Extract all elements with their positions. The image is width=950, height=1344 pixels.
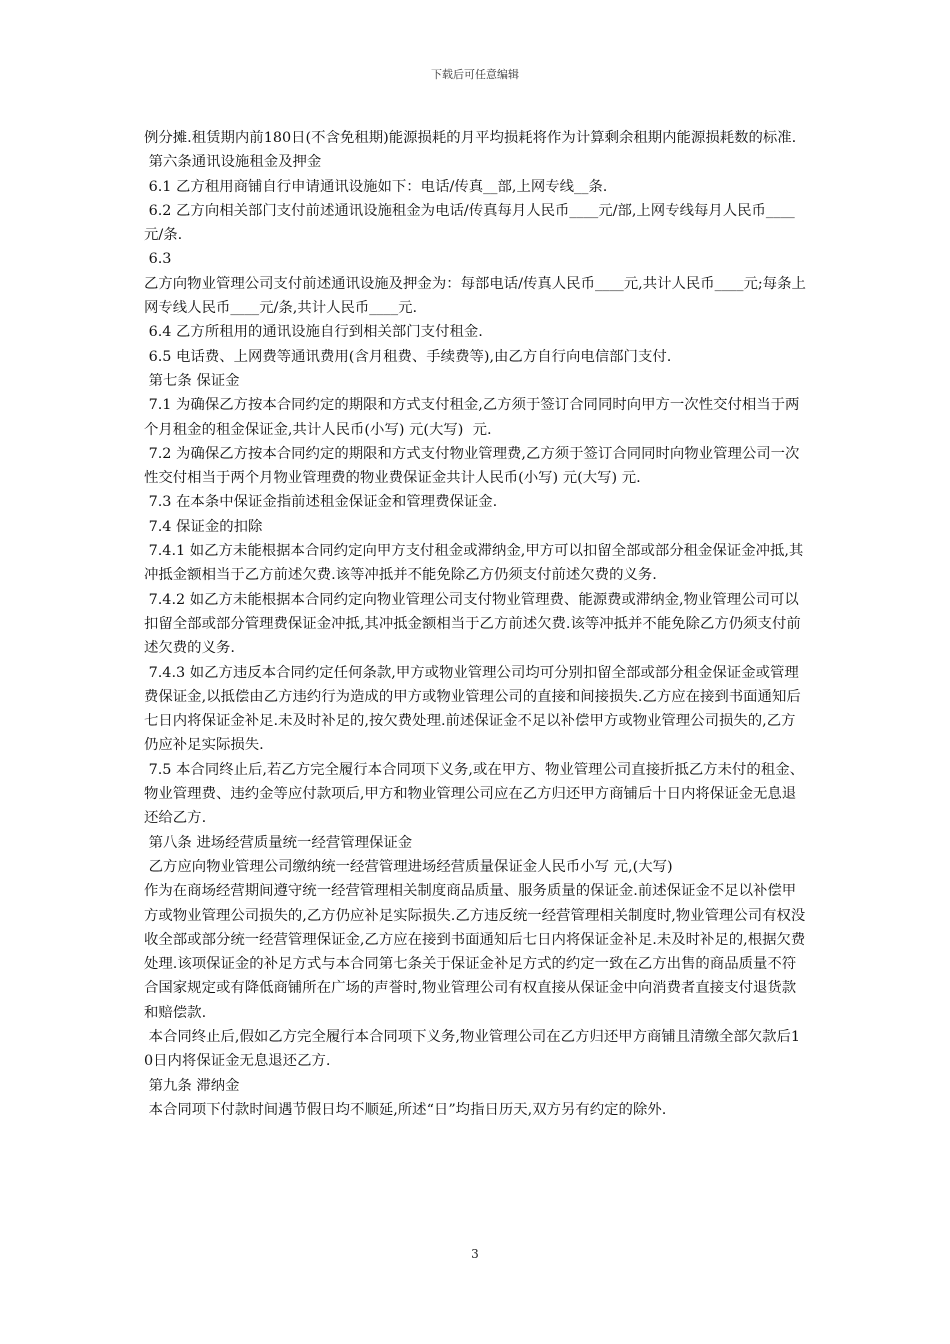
paragraph: 7.4.1 如乙方未能根据本合同约定向甲方支付租金或滞纳金,甲方可以扣留全部或部分租金保证金冲抵,其冲抵金额相当于乙方前述欠费.该等冲抵并不能免除乙方仍须支付前述欠费的义务. xyxy=(144,543,804,584)
section-heading: 第九条 滞纳金 xyxy=(144,1077,240,1094)
paragraph: 7.4.2 如乙方未能根据本合同约定向物业管理公司支付物业管理费、能源费或滞纳金,物业管理公司可以扣留全部或部分管理费保证金冲抵,其冲抵金额相当于乙方前述欠费.该等冲抵并不能免除乙方仍须支付前述欠费的义务. xyxy=(144,591,801,657)
paragraph: 7.1 为确保乙方按本合同约定的期限和方式支付租金,乙方须于签订合同同时向甲方一次性交付相当于两个月租金的租金保证金,共计人民币(小写) 元(大写) 元. xyxy=(144,397,800,438)
paragraph: 6.1 乙方租用商铺自行申请通讯设施如下：电话/传真__部,上网专线__条. xyxy=(144,178,608,195)
page-header-note: 下载后可任意编辑 xyxy=(431,68,519,81)
section-heading: 第六条通讯设施租金及押金 xyxy=(144,154,322,171)
paragraph: 乙方应向物业管理公司缴纳统一经营管理进场经营质量保证金人民币小写 元,(大写) xyxy=(144,858,673,875)
paragraph: 本合同终止后,假如乙方完全履行本合同项下义务,物业管理公司在乙方归还甲方商铺且清缴全部欠款后10日内将保证金无息退还乙方. xyxy=(144,1028,801,1070)
paragraph: 7.4.3 如乙方违反本合同约定任何条款,甲方或物业管理公司均可分别扣留全部或部分租金保证金或管理费保证金,以抵偿由乙方违约行为造成的甲方或物业管理公司的直接和间接损失.乙方应在接到书面通知后七日内将保证金补足.未及时补足的,按欠费处理.前述保证金不足以补偿甲方或物业管理公司损失的,乙方仍应补足实际损失. xyxy=(144,664,801,754)
paragraph: 6.3 xyxy=(144,251,172,268)
paragraph: 7.5 本合同终止后,若乙方完全履行本合同项下义务,或在甲方、物业管理公司直接折抵乙方未付的租金、物业管理费、违约金等应付款项后,甲方和物业管理公司应在乙方归还甲方商铺后十日内将保证金无息退还给乙方. xyxy=(144,761,804,827)
paragraph: 6.5 电话费、上网费等通讯费用(含月租费、手续费等),由乙方自行向电信部门支付. xyxy=(144,348,672,365)
paragraph: 本合同项下付款时间遇节假日均不顺延,所述“日”均指日历天,双方另有约定的除外. xyxy=(144,1101,667,1118)
paragraph: 乙方向物业管理公司支付前述通讯设施及押金为：每部电话/传真人民币____元,共计人民币____元;每条上网专线人民币____元/条,共计人民币____元. xyxy=(144,275,806,317)
section-heading: 第七条 保证金 xyxy=(144,372,240,389)
paragraph: 例分摊.租赁期内前180日(不含免租期)能源损耗的月平均损耗将作为计算剩余租期内能源损耗数的标准. xyxy=(144,130,797,146)
paragraph: 作为在商场经营期间遵守统一经营管理相关制度商品质量、服务质量的保证金.前述保证金不足以补偿甲方或物业管理公司损失的,乙方仍应补足实际损失.乙方违反统一经营管理相关制度时,物业管理公司有权没收全部或部分统一经营管理保证金,乙方应在接到书面通知后七日内将保证金补足.未及时补足的,根据欠费处理.该项保证金的补足方式与本合同第七条关于保证金补足方式的约定一致在乙方出售的商品质量不符合国家规定或有降低商铺所在广场的声誉时,物业管理公司有权直接从保证金中向消费者直接支付退货款和赔偿款. xyxy=(144,883,806,1021)
paragraph: 6.2 乙方向相关部门支付前述通讯设施租金为电话/传真每月人民币____元/部,上网专线每月人民币____元/条. xyxy=(144,202,795,244)
section-heading: 第八条 进场经营质量统一经营管理保证金 xyxy=(144,834,413,851)
paragraph: 7.3 在本条中保证金指前述租金保证金和管理费保证金. xyxy=(144,494,498,511)
paragraph: 7.4 保证金的扣除 xyxy=(144,518,263,535)
paragraph: 6.4 乙方所租用的通讯设施自行到相关部门支付租金. xyxy=(144,324,483,341)
page-number: 3 xyxy=(471,1247,479,1261)
document-body xyxy=(144,126,808,1122)
paragraph: 7.2 为确保乙方按本合同约定的期限和方式支付物业管理费,乙方须于签订合同同时向物业管理公司一次性交付相当于两个月物业管理费的物业费保证金共计人民币(小写) 元(大写) 元. xyxy=(144,445,800,487)
